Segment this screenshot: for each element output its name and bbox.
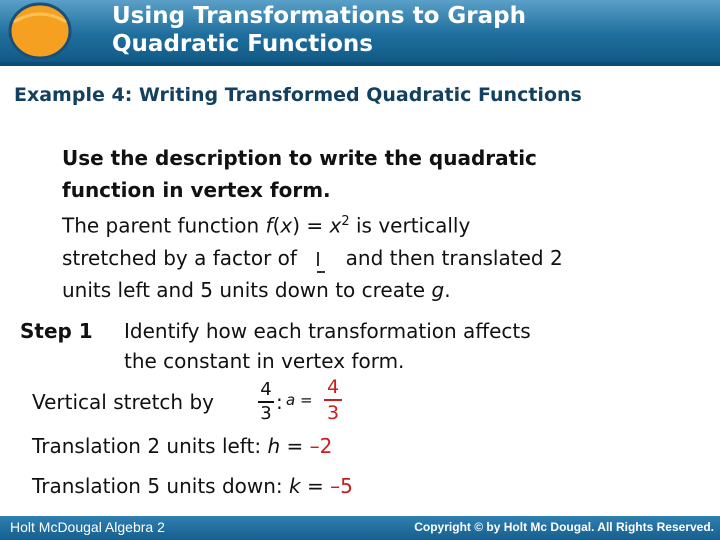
obscured-fraction xyxy=(303,242,339,274)
desc-line2-b: and then translated 2 xyxy=(339,245,563,270)
vertical-stretch-label: Vertical stretch by xyxy=(32,390,214,414)
description-line-1 xyxy=(62,206,682,242)
title-line-2: Quadratic Functions xyxy=(112,31,373,57)
desc-text-end: is vertically xyxy=(349,213,471,238)
desc-text: The parent function xyxy=(62,213,266,238)
translation-left-row xyxy=(32,434,672,458)
footer-book-title: Holt McDougal Algebra 2 xyxy=(10,519,165,535)
step-label: Step 1 xyxy=(20,319,93,343)
footer-copyright: Copyright © by Holt Mc Dougal. All Rights Reserved. xyxy=(414,520,714,534)
desc-line2-a: stretched by a factor of xyxy=(62,245,304,270)
desc-paren-open: ( xyxy=(272,213,281,238)
footer-bar xyxy=(0,516,720,540)
vertical-stretch-row xyxy=(32,376,532,432)
h-equals: = xyxy=(280,434,310,458)
problem-statement xyxy=(62,142,682,306)
a-value-fraction xyxy=(324,376,342,424)
description-line-2 xyxy=(62,242,682,274)
desc-exponent: 2 xyxy=(341,214,350,229)
step-text xyxy=(124,316,684,376)
header-bar xyxy=(0,0,720,62)
orange-disc-logo-icon xyxy=(8,2,72,60)
step-text-line-1: Identify how each transformation affects xyxy=(124,319,531,343)
k-value: –5 xyxy=(330,474,353,498)
k-variable: k xyxy=(289,474,301,498)
header-divider xyxy=(0,62,720,66)
a-numerator: 4 xyxy=(326,376,340,398)
instruction-line-1: Use the description to write the quadratic xyxy=(62,146,537,170)
desc-x2: x xyxy=(329,213,342,238)
step-text-line-2: the constant in vertex form. xyxy=(124,349,405,373)
translation-down-row xyxy=(32,474,672,498)
a-equals-label: a = xyxy=(286,391,313,409)
desc-g: g xyxy=(431,277,445,302)
desc-line3-a: units left and 5 units down to create xyxy=(62,277,432,302)
stretch-numerator: 4 xyxy=(260,379,272,400)
stretch-denominator: 3 xyxy=(260,403,272,424)
desc-f: f xyxy=(265,213,273,238)
title-line-1: Using Transformations to Graph xyxy=(112,3,526,29)
description-line-3 xyxy=(62,274,682,306)
k-equals: = xyxy=(300,474,331,498)
a-denominator: 3 xyxy=(326,402,340,424)
stretch-colon: : xyxy=(276,390,283,414)
translation-left-text: Translation 2 units left: xyxy=(32,434,268,458)
desc-x: x xyxy=(280,213,293,238)
instruction-line-2: function in vertex form. xyxy=(62,178,331,202)
stretch-fraction xyxy=(258,380,274,424)
h-variable: h xyxy=(267,434,281,458)
translation-down-text: Translation 5 units down: xyxy=(32,474,290,498)
h-value: –2 xyxy=(309,434,333,458)
example-title: Example 4: Writing Transformed Quadratic Functions xyxy=(14,84,582,106)
page-title xyxy=(112,2,712,58)
desc-line3-b: . xyxy=(444,277,451,302)
desc-equals: ) = xyxy=(292,213,330,238)
